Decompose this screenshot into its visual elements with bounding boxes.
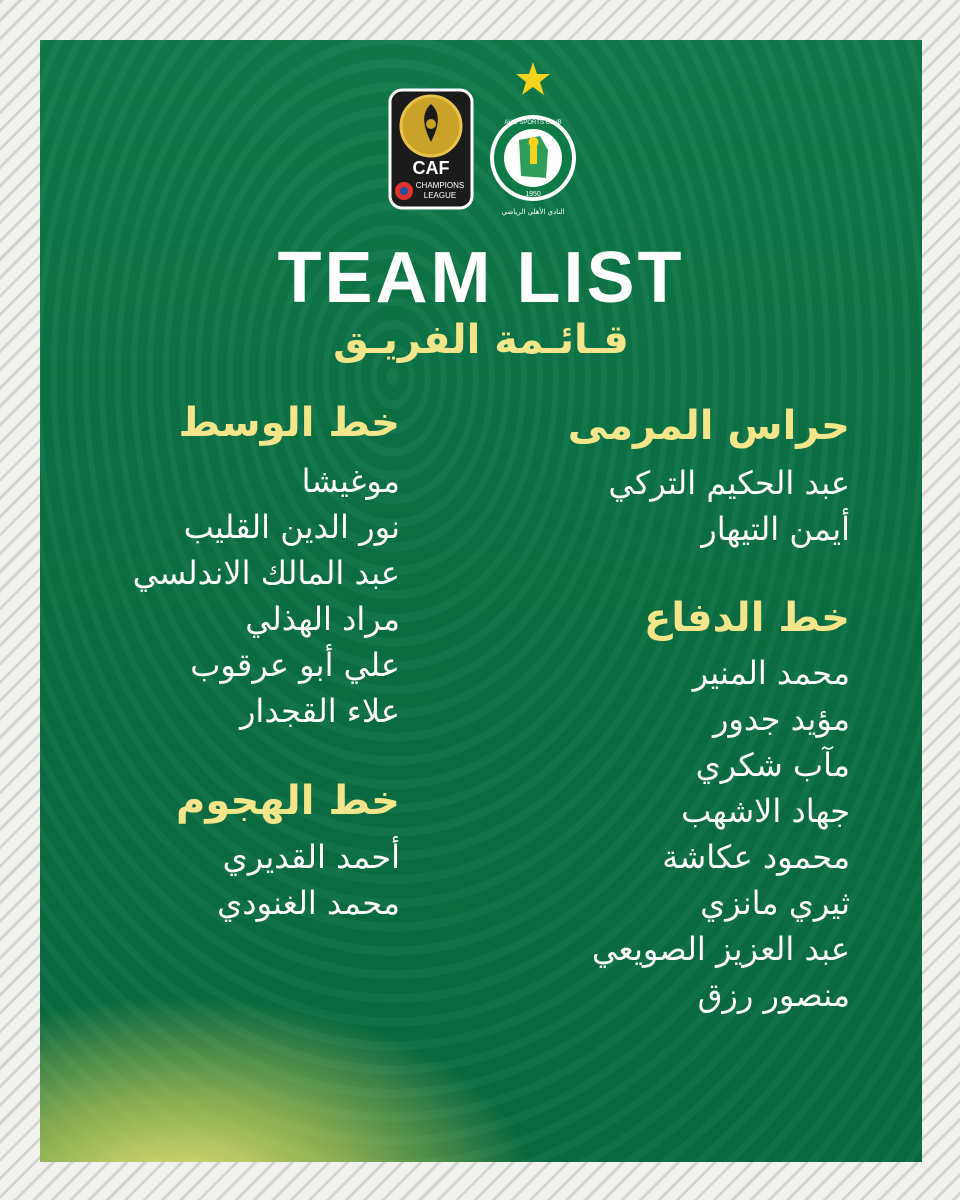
svg-text:CAF: CAF bbox=[412, 158, 450, 178]
player-name: أيمن التيهار bbox=[701, 510, 850, 548]
svg-text:LEAGUE: LEAGUE bbox=[423, 191, 457, 200]
attack-list bbox=[217, 834, 400, 926]
player-name: علي أبو عرقوب bbox=[190, 646, 400, 684]
attack-heading: خط الهجوم bbox=[176, 778, 400, 824]
player-name: موغيشا bbox=[301, 462, 400, 500]
svg-text:AHLI SPORTS CLUB: AHLI SPORTS CLUB bbox=[504, 120, 562, 126]
player-name: عبد الحكيم التركي bbox=[608, 464, 850, 502]
player-name: محمد المنير bbox=[692, 654, 850, 692]
midfield-heading: خط الوسط bbox=[178, 400, 400, 446]
svg-text:1950: 1950 bbox=[525, 191, 541, 198]
player-name: منصور رزق bbox=[697, 976, 850, 1014]
goalkeepers-list bbox=[608, 460, 850, 552]
midfield-list bbox=[133, 458, 400, 734]
player-name: محمود عكاشة bbox=[662, 838, 850, 876]
player-name: أحمد القديري bbox=[222, 838, 400, 876]
player-name: مراد الهذلي bbox=[245, 600, 400, 638]
player-name: عبد العزيز الصويعي bbox=[591, 930, 850, 968]
caf-champions-league-logo bbox=[388, 88, 474, 210]
player-name: علاء القجدار bbox=[239, 692, 400, 730]
player-name: جهاد الاشهب bbox=[681, 792, 850, 830]
player-name: عبد المالك الاندلسي bbox=[132, 554, 400, 592]
svg-text:النادي الأهلي الرياضي: النادي الأهلي الرياضي bbox=[501, 208, 565, 216]
page-title: TEAM LIST bbox=[277, 238, 685, 318]
goalkeepers-heading: حراس المرمى bbox=[567, 403, 850, 449]
defense-heading: خط الدفاع bbox=[644, 595, 850, 641]
svg-text:CHAMPIONS: CHAMPIONS bbox=[415, 181, 465, 190]
al-ahli-club-crest bbox=[488, 60, 578, 220]
player-name: مؤيد جدور bbox=[712, 700, 850, 738]
logos-row bbox=[388, 60, 578, 220]
player-name: محمد الغنودي bbox=[217, 884, 400, 922]
player-name: نور الدين القليب bbox=[183, 508, 400, 546]
page-subtitle: قـائـمة الفريـق bbox=[333, 317, 629, 363]
team-list-card bbox=[40, 40, 922, 1162]
player-name: ثيري مانزي bbox=[700, 884, 850, 922]
defense-list bbox=[592, 650, 850, 1018]
player-name: مآب شكري bbox=[695, 746, 850, 784]
